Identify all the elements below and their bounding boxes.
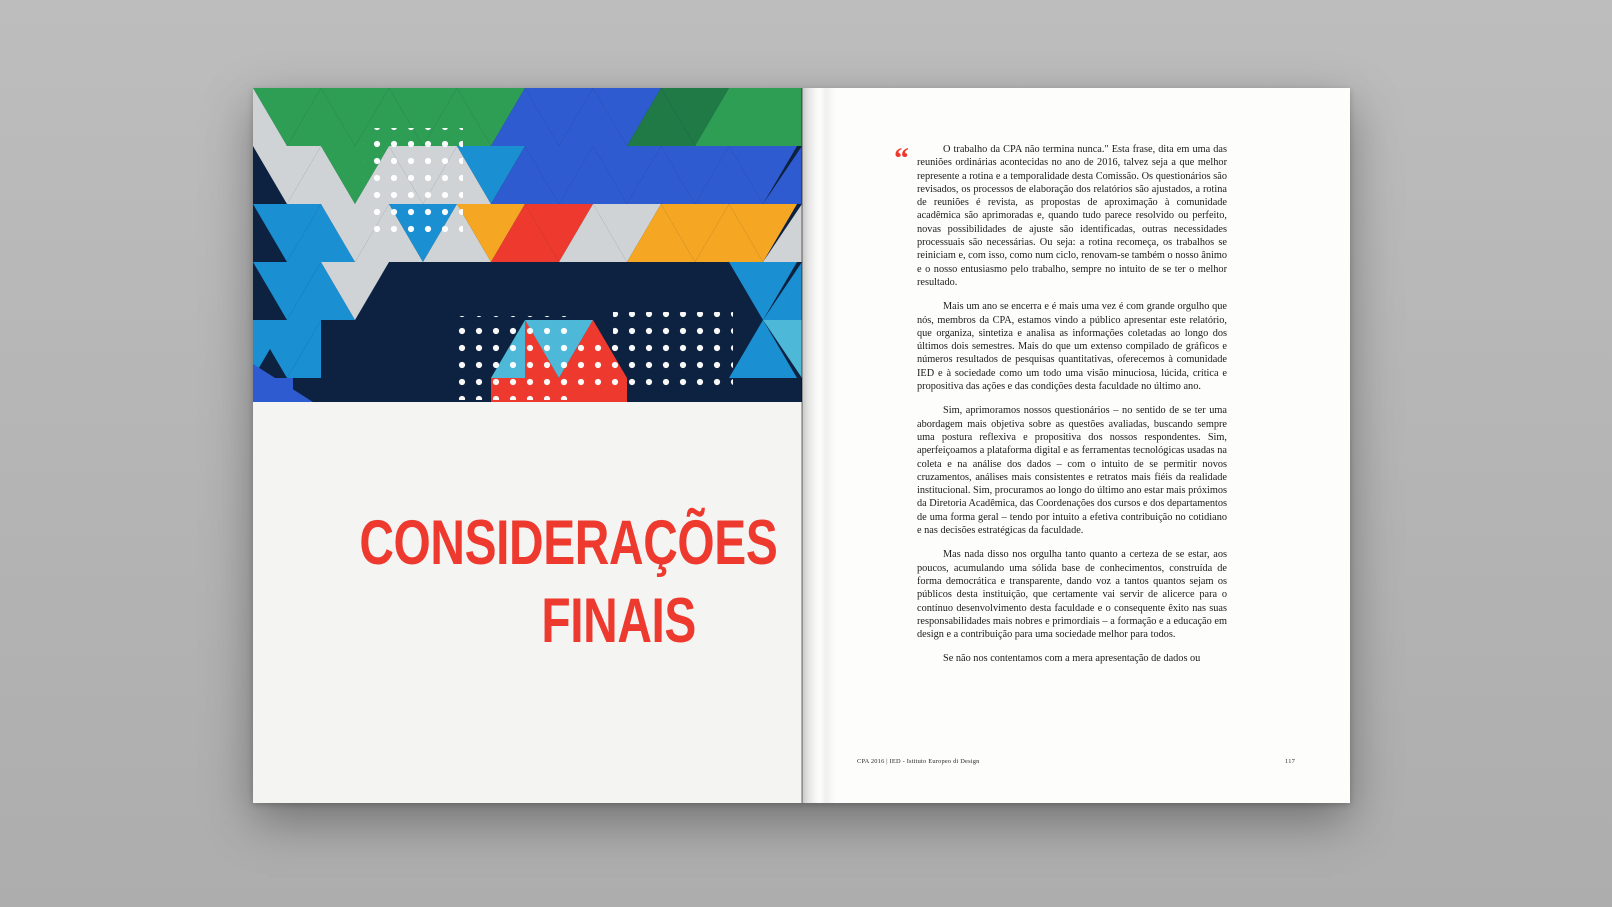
geometric-isometric-pattern-artwork <box>253 88 802 402</box>
paragraph: O trabalho da CPA não termina nunca." Esta frase, dita em uma das reuniões ordinárias acontecidas no ano de 2016, talvez seja a que melhor represente a rotina e a temporalidade desta Comissão. Os questionários são revisados, os processos de elaboração dos relatórios são ajustados, a rotina de reuniões é revista, as propostas de aproximação à comunidade acadêmica são aprimoradas e, quando tudo parece resolvido ou perfeito, novas possibilidades de ajuste são identificadas, outras necessidades processuais são necessárias. Ou seja: a rotina recomeça, os trabalhos se reiniciam e, com isso, como num ciclo, renovam-se também o nosso ânimo e o nosso entusiasmo pelo trabalho, sempre no intuito de se ter o melhor resultado. <box>917 144 1227 288</box>
quote-mark-icon: “ <box>894 142 908 175</box>
right-page <box>802 88 1350 803</box>
book-spine <box>801 88 803 803</box>
left-page <box>253 88 802 803</box>
body-text-column <box>917 143 1227 677</box>
paragraph: Sim, aprimoramos nossos questionários – no sentido de se ter uma abordagem mais objetiva sobre as questões avaliadas, buscando sempre uma postura reflexiva e propositiva dos nossos respondentes. Sim, aperfeiçoamos a plataforma digital e as ferramentas tecnológicas usadas na coleta e na análise dos dados – com o intuito de se permitir novos cruzamentos, análises mais consistentes e retratos mais fiéis da realidade institucional. Sim, procuramos ao longo do último ano estar mais próximos da Diretoria Acadêmica, das Coordenações dos cursos e dos departamentos de uma forma geral – tendo por intuito a efetiva contribuição no cotidiano e nas decisões estratégicas da faculdade. <box>917 405 1228 537</box>
page-title <box>253 508 802 656</box>
paragraph: Mais um ano se encerra e é mais uma vez é com grande orgulho que nós, membros da CPA, estamos vindo a público apresentar este relatório, que organiza, sintetiza e analisa as informações coletadas ao longo dos últimos dois semestres. Mais do que um extenso compilado de gráficos e números resultados de pesquisas quantitativas, oferecemos à comunidade IED e à sociedade como um todo uma visão minuciosa, lúcida, crítica e propositiva das ações e das condições desta faculdade no último ano. <box>917 301 1227 393</box>
footer-publication-label: CPA 2016 | IED - Istituto Europeo di Design <box>857 758 980 765</box>
book-spread <box>253 88 1350 803</box>
paragraph: Mas nada disso nos orgulha tanto quanto a certeza de se estar, aos poucos, acumulando uma sólida base de conhecimentos, construída de forma democrática e transparente, dando voz a tantos quantos sejam os públicos desta instituição, que certamente vai servir de alicerce para o contínuo desenvolvimento desta faculdade e o consequente êxito nas suas responsabilidades mais nobres e primordiais – a formação e a educação em design e a contribuição para uma sociedade melhor para todos. <box>917 549 1227 641</box>
page-number: 117 <box>1285 758 1295 765</box>
page-title-line-2: FINAIS <box>541 585 696 656</box>
paragraph: Se não nos contentamos com a mera apresentação de dados ou <box>943 653 1201 665</box>
page-title-line-1: CONSIDERAÇÕES <box>359 508 778 578</box>
